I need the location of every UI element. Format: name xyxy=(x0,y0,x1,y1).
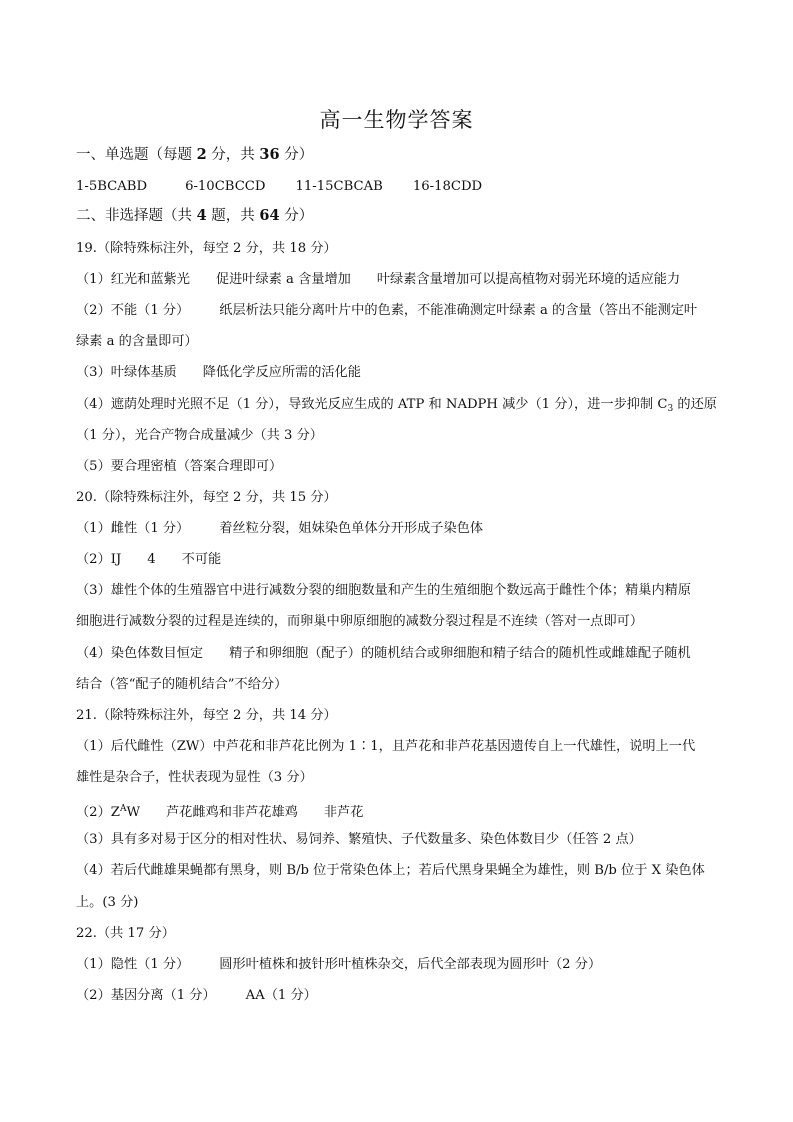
answer-group: 1-5BCABD xyxy=(76,179,148,194)
q20-answer-2: （2）IJ 4 不可能 xyxy=(76,552,222,567)
q19-answer-2-continued: 绿素 a 的含量即可） xyxy=(76,334,198,349)
q19-answer-4-continued: （1 分），光合产物合成量减少（共 3 分） xyxy=(76,428,323,443)
q19-answer-2: （2）不能（1 分） 纸层析法只能分离叶片中的色素，不能准确测定叶绿素 a 的含量（答出不能测定叶 xyxy=(76,303,698,318)
q21-answer-1: （1）后代雌性（ZW）中芦花和非芦花比例为 1∶1，且芦花和非芦花基因遗传自上一代雄性，说明上一代 xyxy=(76,739,696,754)
q22-answer-1: （1）隐性（1 分） 圆形叶植株和披针形叶植株杂交，后代全部表现为圆形叶（2 分） xyxy=(76,957,602,972)
q22-answer-2: （2）基因分离（1 分） AA（1 分） xyxy=(76,988,317,1003)
section-heading-single-choice: 一、单选题（每题 2 分，共 36 分） xyxy=(76,146,314,163)
q21-answer-3: （3）具有多对易于区分的相对性状、易饲养、繁殖快、子代数量多、染色体数目少（任答 2 点） xyxy=(76,832,642,847)
q20-answer-4: （4）染色体数目恒定 精子和卵细胞（配子）的随机结合或卵细胞和精子结合的随机性或雌雄配子随机 xyxy=(76,646,691,661)
answer-group: 11-15CBCAB xyxy=(295,179,383,194)
q19-answer-5: （5）要合理密植（答案合理即可） xyxy=(76,459,283,474)
question-21-header: 21.（除特殊标注外，每空 2 分，共 14 分） xyxy=(76,708,337,723)
q20-answer-3-continued: 细胞进行减数分裂的过程是连续的，而卵巢中卵原细胞的减数分裂过程是不连续（答对一点即可） xyxy=(76,614,644,629)
q21-answer-4: （4）若后代雌雄果蝇都有黑身，则 B/b 位于常染色体上；若后代黑身果蝇全为雄性，则 B/b 位于 X 染色体 xyxy=(76,863,705,878)
q20-answer-3: （3）雄性个体的生殖器官中进行减数分裂的细胞数量和产生的生殖细胞个数远高于雌性个体；精巢内精原 xyxy=(76,583,692,598)
q19-answer-3: （3）叶绿体基质 降低化学反应所需的活化能 xyxy=(76,365,361,380)
question-20-header: 20.（除特殊标注外，每空 2 分，共 15 分） xyxy=(76,490,337,505)
q21-answer-1-continued: 雄性是杂合子，性状表现为显性（3 分） xyxy=(76,770,313,785)
q20-answer-1: （1）雌性（1 分） 着丝粒分裂，姐妹染色单体分开形成子染色体 xyxy=(76,521,484,536)
section-heading-non-choice: 二、非选择题（共 4 题，共 64 分） xyxy=(76,207,314,224)
page-title: 高一生物学答案 xyxy=(319,108,474,132)
single-choice-answers xyxy=(76,179,482,195)
q19-answer-1: （1）红光和蓝紫光 促进叶绿素 a 含量增加 叶绿素含量增加可以提高植物对弱光环境的适应能力 xyxy=(76,272,681,287)
question-22-header: 22.（共 17 分） xyxy=(76,926,175,941)
question-19-header: 19.（除特殊标注外，每空 2 分，共 18 分） xyxy=(76,241,337,256)
q20-answer-4-continued: 结合（答“配子的随机结合”不给分） xyxy=(76,677,288,692)
q21-answer-2: $(2)Z^AW$ 芦花雌鸡和非芦花雄鸡 非芦花 xyxy=(76,804,364,820)
answer-group: 16-18CDD xyxy=(412,179,483,194)
answer-group: 6-10CBCCD xyxy=(185,179,266,194)
q19-answer-4: （4）遮荫处理时光照不足（1 分），导致光反应生成的 ATP 和 NADPH 减少（1 分），进一步抑制 $C_3$ 的还原 xyxy=(76,397,717,414)
q21-answer-4-continued: 上。(3 分) xyxy=(76,895,139,910)
